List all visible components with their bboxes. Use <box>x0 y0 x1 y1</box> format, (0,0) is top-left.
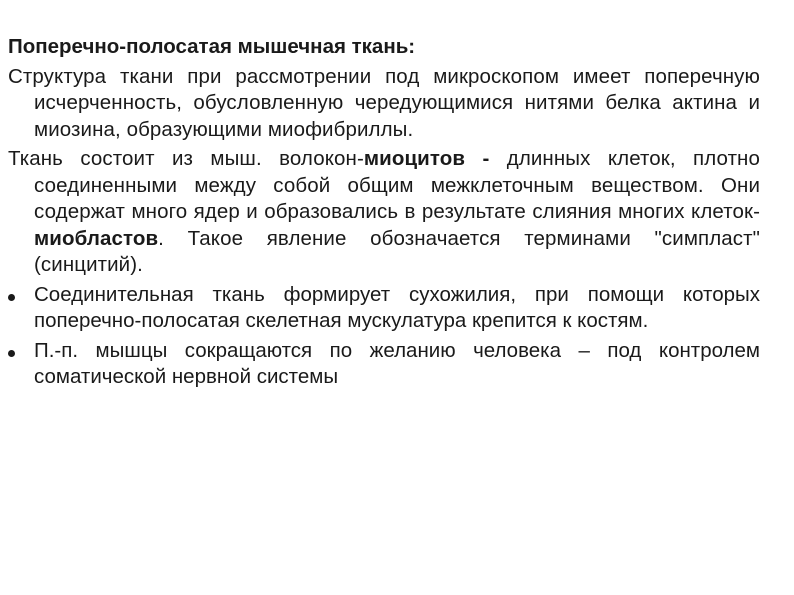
bullet-dot-icon <box>8 294 15 301</box>
slide-title: Поперечно-полосатая мышечная ткань: <box>8 35 416 58</box>
term-myoblasts: миобластов <box>34 226 159 250</box>
term-myocytes: миоцитов - <box>363 147 490 170</box>
paragraph-structure: Структура ткани при рассмотрении под микроскопом имеет поперечную исчерченность, обусловленную чередующимися нитями белка актина и миозина, образующими миофибриллы. <box>8 64 760 141</box>
slide-content <box>8 34 760 394</box>
bullet-item <box>8 338 760 391</box>
bullet-text: П.-п. мышцы сокращаются по желанию человека – под контролем соматической нервной системы <box>34 338 760 388</box>
paragraph-text: Ткань состоит из мыш. волокон- <box>8 147 364 170</box>
paragraph-text: . Такое явление обозначается терминами "симпласт" (синцитий). <box>34 226 760 276</box>
bullet-item <box>8 282 760 335</box>
bullet-text: Соединительная ткань формирует сухожилия, при помощи которых поперечно-полосатая скелетная мускулатура крепится к костям. <box>34 282 760 332</box>
paragraph-tissue-composition <box>8 146 760 279</box>
bullet-dot-icon <box>8 350 15 357</box>
paragraph-text: длинных клеток, плотно соединенными между собой общим межклеточным веществом. Они содержат много ядер и образовались в результате слияния многих клеток- <box>34 147 760 223</box>
